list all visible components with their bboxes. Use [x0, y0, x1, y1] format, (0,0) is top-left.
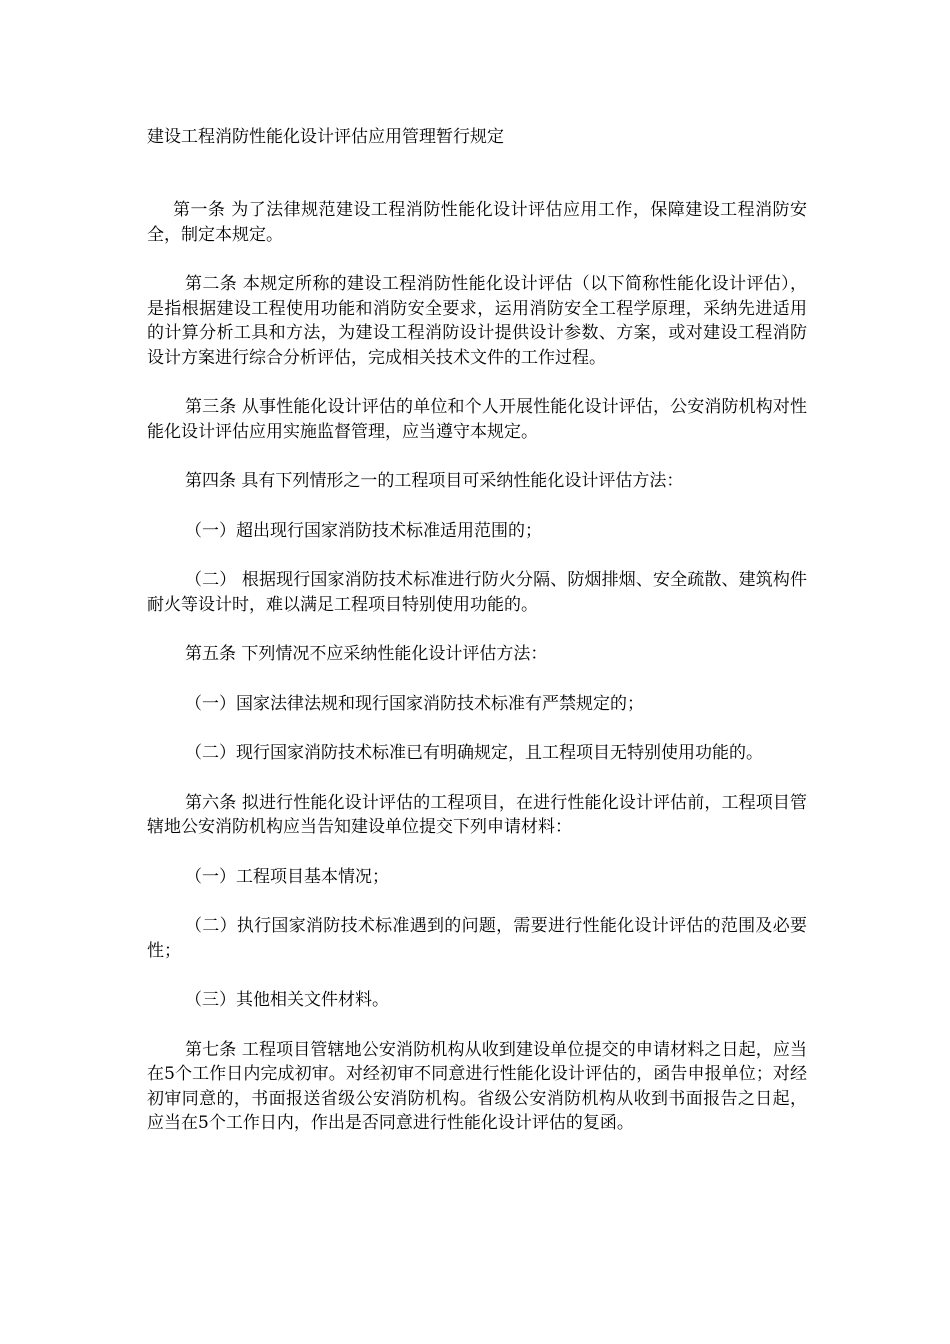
article-5-item-2: （二）现行国家消防技术标准已有明确规定，且工程项目无特别使用功能的。	[185, 743, 763, 763]
article-7: 第七条 工程项目管辖地公安消防机构从收到建设单位提交的申请材料之日起，应当在5个工作日内完成初审。对经初审不同意进行性能化设计评估的，函告申报单位；对经初审同意的，书面报送省级公安消防机构。省级公安消防机构从收到书面报告之日起，应当在5个工作日内，作出是否同意进行性能化设计评估的复函。	[147, 1039, 807, 1133]
article-4: 第四条 具有下列情形之一的工程项目可采纳性能化设计评估方法：	[185, 471, 684, 491]
article-1: 第一条 为了法律规范建设工程消防性能化设计评估应用工作，保障建设工程消防安全，制定本规定。	[147, 200, 807, 245]
article-6-item-2: （二）执行国家消防技术标准遇到的问题，需要进行性能化设计评估的范围及必要性；	[147, 916, 807, 961]
document-page	[147, 124, 807, 1161]
document-title: 建设工程消防性能化设计评估应用管理暂行规定	[147, 127, 504, 147]
article-4-item-2: （二） 根据现行国家消防技术标准进行防火分隔、防烟排烟、安全疏散、建筑构件耐火等设计时，难以满足工程项目特别使用功能的。	[147, 570, 807, 615]
article-2: 第二条 本规定所称的建设工程消防性能化设计评估（以下简称性能化设计评估），是指根据建设工程使用功能和消防安全要求，运用消防安全工程学原理，采纳先进适用的计算分析工具和方法，为建设工程消防设计提供设计参数、方案，或对建设工程消防设计方案进行综合分析评估，完成相关技术文件的工作过程。	[147, 274, 807, 368]
article-5-item-1: （一）国家法律法规和现行国家消防技术标准有严禁规定的；	[185, 693, 644, 714]
article-4-item-1: （一）超出现行国家消防技术标准适用范围的；	[185, 520, 542, 541]
article-6: 第六条 拟进行性能化设计评估的工程项目，在进行性能化设计评估前，工程项目管辖地公安消防机构应当告知建设单位提交下列申请材料：	[147, 792, 807, 837]
article-3: 第三条 从事性能化设计评估的单位和个人开展性能化设计评估，公安消防机构对性能化设计评估应用实施监督管理，应当遵守本规定。	[147, 397, 807, 442]
article-5: 第五条 下列情况不应采纳性能化设计评估方法：	[185, 644, 548, 664]
article-6-item-1: （一）工程项目基本情况；	[185, 866, 389, 887]
article-6-item-3: （三）其他相关文件材料。	[185, 990, 389, 1010]
